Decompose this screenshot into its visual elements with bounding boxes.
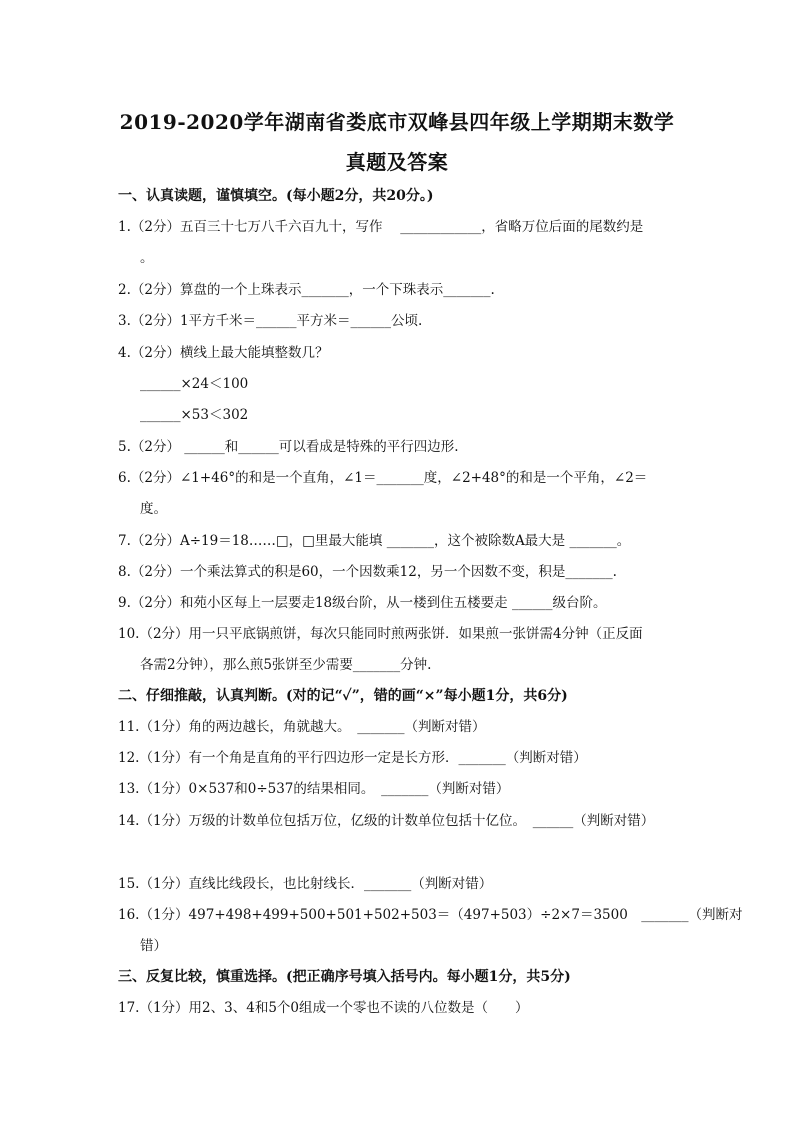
question-16: 16.（1分）497+498+499+500+501+502+503＝（497+503）÷2×7＝3500 _______（判断对: [118, 907, 743, 923]
question-10: 10.（2分）用一只平底锅煎饼，每次只能同时煎两张饼．如果煎一张饼需4分钟（正反面: [118, 626, 643, 642]
section-2-heading: 二、仔细推敲，认真判断。(对的记“✓”，错的画“×”每小题1分，共6分): [118, 688, 568, 704]
question-14: 14.（1分）万级的计数单位包括万位，亿级的计数单位包括十亿位。 ______（判断对错）: [118, 813, 655, 829]
question-13: 13.（1分）0×537和0÷537的结果相同。 _______（判断对错）: [118, 781, 510, 797]
question-11: 11.（1分）角的两边越长，角就越大。 _______（判断对错）: [118, 719, 486, 735]
doc-title-line2: 真题及答案: [345, 150, 449, 174]
question-1: 1.（2分）五百三十七万八千六百九十，写作 ____________，省略万位后面的尾数约是: [118, 219, 644, 235]
question-2: 2.（2分）算盘的一个上珠表示_______，一个下珠表示_______.: [118, 282, 495, 298]
question-9: 9.（2分）和苑小区每上一层要走18级台阶，从一楼到住五楼要走 ______级台阶。: [118, 595, 607, 611]
question-4-b: ______×53＜302: [140, 407, 249, 423]
question-4: 4.（2分）横线上最大能填整数几？: [118, 345, 329, 361]
question-3: 3.（2分）1平方千米＝______平方米＝______公顷.: [118, 313, 423, 329]
question-8: 8.（2分）一个乘法算式的积是60，一个因数乘12，另一个因数不变，积是_______.: [118, 564, 617, 580]
question-15: 15.（1分）直线比线段长，也比射线长．_______（判断对错）: [118, 876, 493, 892]
question-4-a: ______×24＜100: [140, 376, 249, 392]
section-1-heading: 一、认真读题，谨慎填空。(每小题2分，共20分。): [118, 188, 434, 204]
section-3-heading: 三、反复比较，慎重选择。(把正确序号填入括号内。每小题1分，共5分): [118, 969, 571, 985]
question-7: 7.（2分）A÷19＝18……□，□里最大能填 _______，这个被除数A最大是 _______。: [118, 533, 631, 549]
question-5: 5.（2分） ______和______可以看成是特殊的平行四边形.: [118, 439, 459, 455]
doc-title-line1: 2019-2020学年湖南省娄底市双峰县四年级上学期期末数学: [119, 110, 675, 134]
question-10-cont: 各需2分钟），那么煎5张饼至少需要_______分钟.: [140, 657, 432, 673]
question-1-cont: 。: [140, 250, 154, 266]
question-6: 6.（2分）∠1+46°的和是一个直角，∠1＝_______度，∠2+48°的和是一个平角，∠2＝: [118, 470, 648, 486]
question-12: 12.（1分）有一个角是直角的平行四边形一定是长方形．_______（判断对错）: [118, 750, 587, 766]
question-16-cont: 错）: [140, 938, 167, 954]
question-6-cont: 度。: [140, 501, 167, 517]
question-17: 17.（1分）用2、3、4和5个0组成一个零也不读的八位数是（ ）: [118, 1000, 529, 1016]
